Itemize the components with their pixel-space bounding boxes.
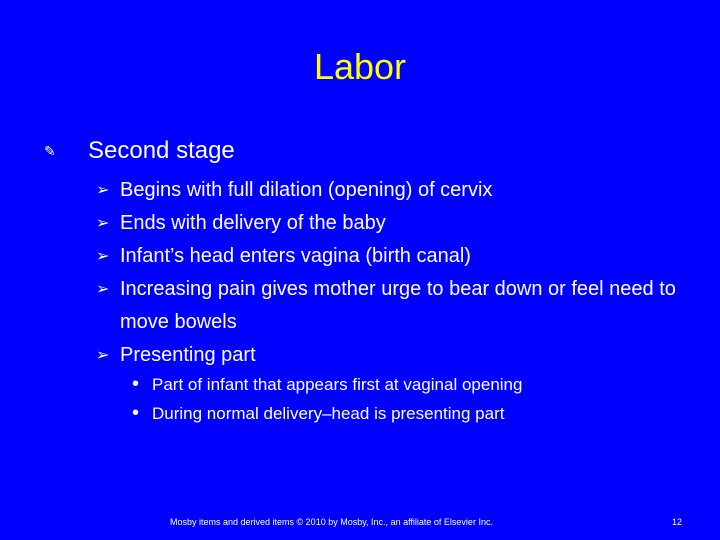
- sub-bullet-list: [132, 370, 522, 428]
- level1-item: [44, 135, 235, 167]
- dot-bullet-icon: •: [132, 373, 140, 395]
- bullet-list: [96, 174, 686, 372]
- bullet-item: [96, 273, 686, 339]
- slide-title: Labor: [313, 46, 407, 87]
- bullet-item: [96, 240, 686, 273]
- arrow-bullet-icon: ➢: [96, 215, 110, 232]
- sub-bullet-item: [132, 370, 522, 399]
- bullet-text: Infant’s head enters vagina (birth canal): [120, 245, 471, 267]
- sub-bullet-item: [132, 399, 522, 428]
- page-number: 12: [671, 517, 682, 527]
- bullet-text: Presenting part: [120, 344, 256, 366]
- decorative-hand-icon: ✎: [44, 143, 56, 159]
- bullet-text: Increasing pain gives mother urge to bear down or feel need to move bowels: [120, 278, 676, 333]
- level1-text: Second stage: [88, 137, 235, 164]
- bullet-item: [96, 174, 686, 207]
- bullet-item: [96, 207, 686, 240]
- footer-copyright: Mosby items and derived items © 2010 by Mosby, Inc., an affiliate of Elsevier Inc.: [170, 517, 493, 527]
- sub-bullet-text: During normal delivery–head is presenting part: [152, 404, 505, 423]
- arrow-bullet-icon: ➢: [96, 347, 110, 364]
- sub-bullet-text: Part of infant that appears first at vaginal opening: [152, 375, 523, 394]
- dot-bullet-icon: •: [132, 402, 140, 424]
- bullet-item: [96, 339, 686, 372]
- bullet-text: Begins with full dilation (opening) of cervix: [120, 179, 493, 201]
- arrow-bullet-icon: ➢: [96, 281, 110, 298]
- bullet-text: Ends with delivery of the baby: [120, 212, 386, 234]
- arrow-bullet-icon: ➢: [96, 182, 110, 199]
- arrow-bullet-icon: ➢: [96, 248, 110, 265]
